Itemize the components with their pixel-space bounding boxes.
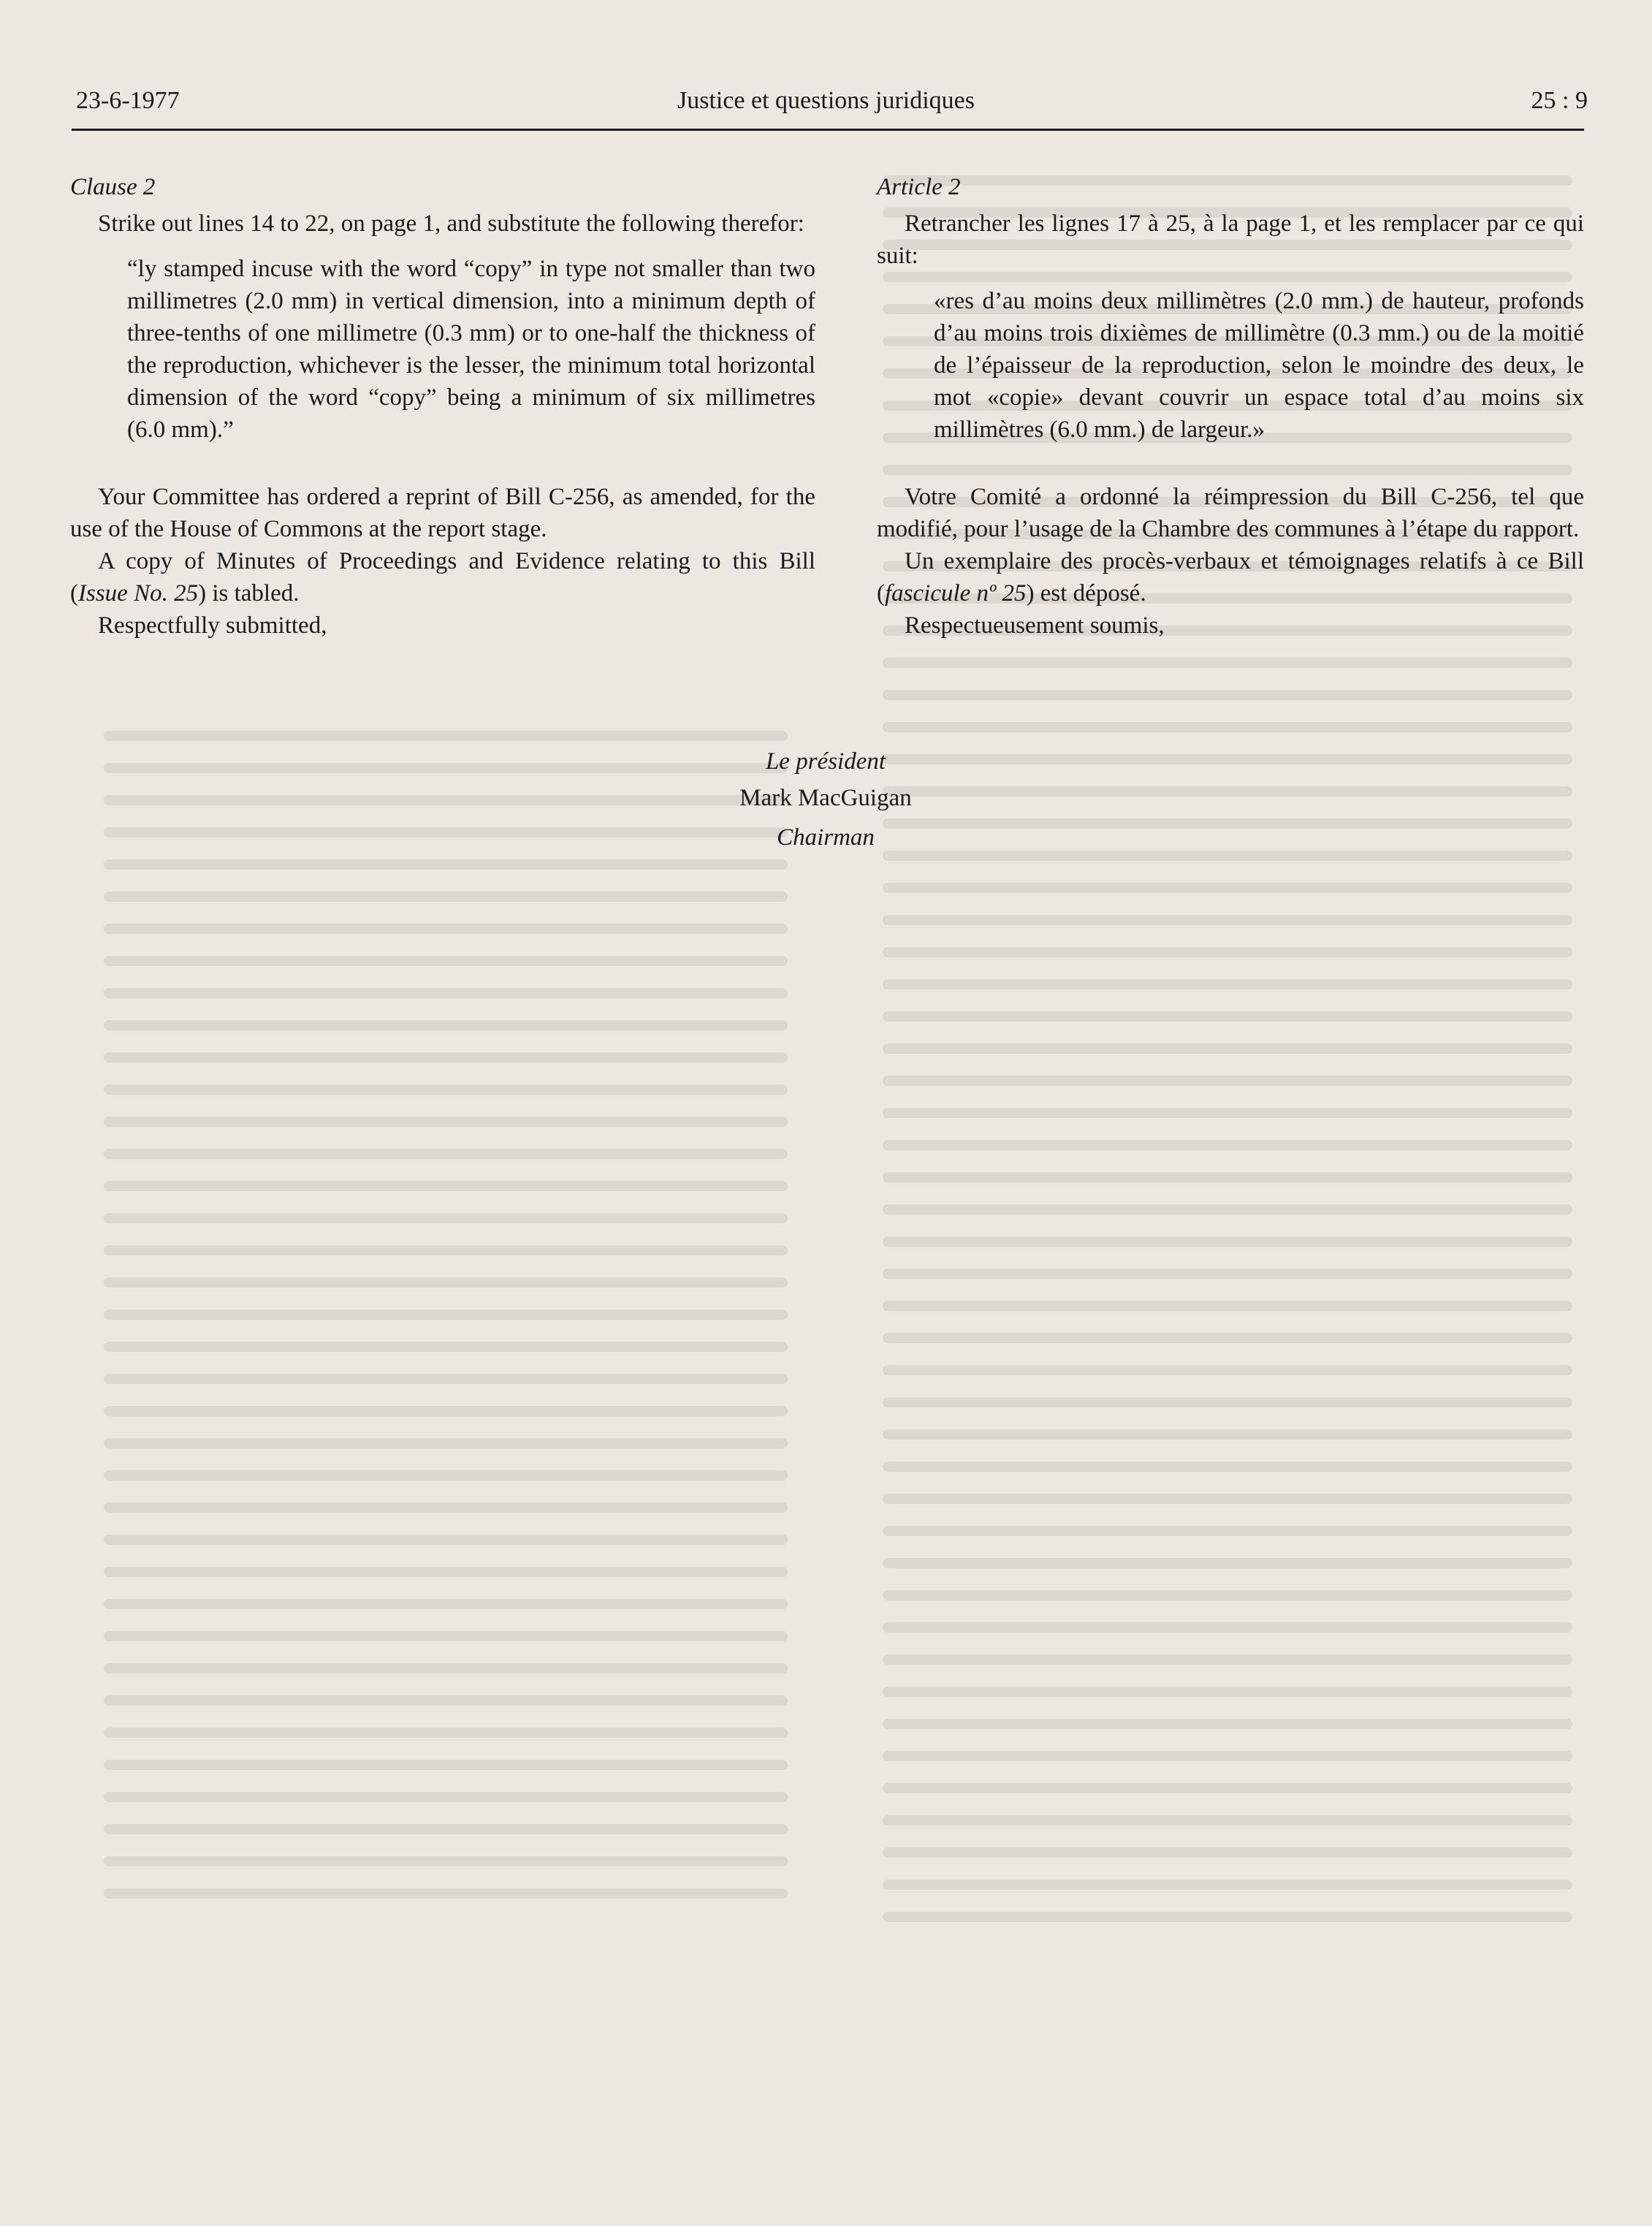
english-column: [70, 171, 815, 642]
tabled-paragraph: A copy of Minutes of Proceedings and Evidence relating to this Bill (Issue No. 25) is tabled.: [70, 548, 815, 607]
article-heading: Article 2: [877, 174, 961, 200]
issue-reference: Issue No. 25: [78, 580, 199, 607]
fascicule-reference: fascicule nº 25: [885, 580, 1027, 607]
header-rule: [72, 129, 1584, 131]
amendment-text-fr: «res d’au moins deux millimètres (2.0 mm.) de hauteur, profonds d’au moins trois dixièmes de millimètre (0.3 mm.) ou de la moitié de l’épaisseur de la reproduction, selon le moindre des deux, le mot «copie» devant couvrir un espace total d’au moins six millimètres (6.0 mm.) de largeur.»: [934, 288, 1584, 443]
header-page-number: 25 : 9: [1531, 87, 1588, 114]
french-column: [877, 171, 1584, 642]
signature-title-fr: Le président: [765, 748, 886, 775]
signature-block: [701, 745, 950, 854]
tabled-paragraph-fr: Un exemplaire des procès-verbaux et témoignages relatifs à ce Bill (fascicule nº 25) est déposé.: [877, 548, 1584, 607]
header-title: Justice et questions juridiques: [677, 87, 975, 114]
closing-line: Respectfully submitted,: [98, 612, 327, 639]
signature-name: Mark MacGuigan: [739, 785, 912, 811]
reprint-paragraph: Your Committee has ordered a reprint of Bill C-256, as amended, for the use of the House of Commons at the report stage.: [70, 484, 815, 542]
amendment-text: “ly stamped incuse with the word “copy” in type not smaller than two millimetres (2.0 mm) in vertical dimension, into a minimum depth of three-tenths of one millimetre (0.3 mm) or to one-half the thickness of the reproduction, whichever is the lesser, the minimum total horizontal dimension of the word “copy” being a minimum of six millimetres (6.0 mm).”: [127, 256, 815, 443]
clause-heading: Clause 2: [70, 174, 156, 200]
closing-line-fr: Respectueusement soumis,: [905, 612, 1165, 639]
amendment-instruction: Strike out lines 14 to 22, on page 1, and substitute the following therefor:: [98, 210, 804, 237]
amendment-instruction-fr: Retrancher les lignes 17 à 25, à la page 1, et les remplacer par ce qui suit:: [877, 210, 1584, 269]
signature-title-en: Chairman: [777, 824, 875, 851]
header-date: 23-6-1977: [76, 87, 180, 114]
reprint-paragraph-fr: Votre Comité a ordonné la réimpression du Bill C-256, tel que modifié, pour l’usage de la Chambre des communes à l’étape du rapport.: [877, 484, 1584, 542]
